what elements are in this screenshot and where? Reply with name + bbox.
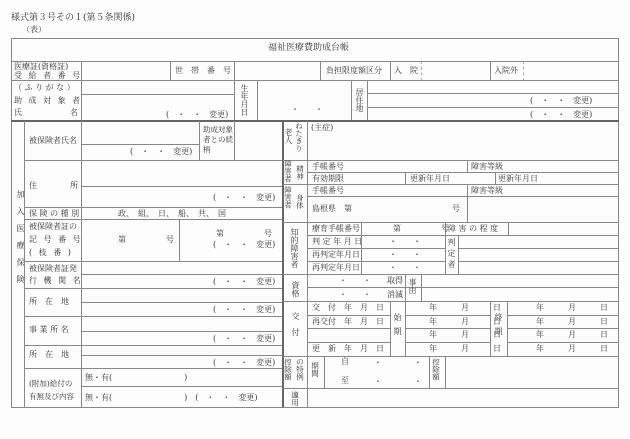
therapy-handbook-value[interactable]: 第 号 xyxy=(393,224,449,233)
start-date-1[interactable]: 年 月 日 xyxy=(429,303,501,312)
cert-number-field[interactable] xyxy=(82,62,169,80)
lost-date[interactable]: ・ ・ xyxy=(339,290,371,299)
main-illness-label: (主症) xyxy=(311,123,334,132)
insured-name-change: ( ・ ・ 変更) xyxy=(130,147,193,156)
furigana-field[interactable] xyxy=(82,81,233,93)
burden-limit-label: 負担限度額区分 xyxy=(326,66,382,75)
mental-label-a: 障害者 xyxy=(283,160,293,183)
acquired-date[interactable]: ・ ・ xyxy=(339,276,371,285)
physical-handbook-label: 手帳番号 xyxy=(312,186,344,195)
insurance-section-label: 加入医療保険 xyxy=(16,190,25,292)
card-symbol-change: ( ・ ・ 変更) xyxy=(213,240,276,249)
mental-grade-label: 障害等級 xyxy=(471,162,503,171)
physical-label-a: 障害者 xyxy=(283,186,293,209)
office-field[interactable] xyxy=(82,317,281,330)
end-date-1[interactable]: 年 月 日 xyxy=(536,303,608,312)
card-symbol-value-a[interactable]: 第 号 xyxy=(118,235,174,244)
period-label: 期間 xyxy=(310,362,320,377)
residence-change-2: ( ・ ・ 変更) xyxy=(530,110,593,119)
acquired-label: 取得 xyxy=(387,276,403,285)
remarks-label: 適用 xyxy=(290,391,300,406)
card-symbol-label-2: 記 号 番 号 xyxy=(29,235,83,244)
location-label-a: 所 在 地 xyxy=(29,297,69,306)
reissue-date-label: 再交付 年 月 日 xyxy=(312,317,384,326)
issuer-label-1: 被保険者証発 xyxy=(29,264,77,273)
issue-label: 交付 xyxy=(291,312,300,344)
relation-field[interactable] xyxy=(235,122,281,159)
benefit-label-1: (附加)給付の xyxy=(29,379,73,388)
deduction-label-b: の特例 xyxy=(295,358,305,381)
valid-period-label: 有効期限 xyxy=(312,174,344,183)
subject-label: 助 成 対 象 者 xyxy=(14,96,83,105)
start-date-2[interactable]: 年 月 日 xyxy=(429,317,501,326)
furigana-label: （ ふ り が な ） xyxy=(14,83,75,92)
therapy-handbook-label: 療育手帳番号 xyxy=(312,224,360,233)
birthdate-value[interactable]: ・ ・ xyxy=(291,105,323,114)
inpatient-field[interactable] xyxy=(422,62,489,80)
name-label-a: 氏 xyxy=(14,108,22,117)
form-side: （表） xyxy=(22,25,46,34)
rejudgment-date-value-1[interactable]: ・ ・ xyxy=(389,250,421,259)
location-change-2: ( ・ ・ 変更) xyxy=(213,358,276,367)
subject-name-change: ( ・ ・ 変更) xyxy=(166,110,229,119)
to-date[interactable]: ・ ・ xyxy=(374,377,422,386)
end-date-4[interactable]: 年 月 日 xyxy=(536,344,608,353)
ledger-title: 福祉医療費助成台帳 xyxy=(268,43,350,53)
form-number: 様式第３号その１(第５条関係) xyxy=(11,13,136,23)
residence-label: 居住地 xyxy=(355,88,364,112)
from-label: 自 xyxy=(341,357,349,366)
mental-handbook-label: 手帳番号 xyxy=(312,162,344,171)
disability-degree-label: 障 害 の 程 度 xyxy=(448,224,499,233)
judgment-date-label: 判 定 年 月 日 xyxy=(312,237,363,246)
card-symbol-value-b[interactable]: 第 号 xyxy=(216,229,272,238)
deduction-label-a: 控除額 xyxy=(283,358,293,381)
outpatient-field[interactable] xyxy=(524,62,618,80)
office-label: 事 業 所 名 xyxy=(29,325,69,334)
insured-name-field[interactable] xyxy=(82,122,198,143)
location-label-b: 所 在 地 xyxy=(29,350,69,359)
birthdate-label: 生年月日 xyxy=(240,84,249,116)
benefit-label-2: 有無及び内容 xyxy=(29,392,74,401)
residence-change-1: ( ・ ・ 変更) xyxy=(530,96,593,105)
renew-date-label: 更 新 年 月 日 xyxy=(312,344,384,353)
cert-number-label-2: 受 給 者 番 号 xyxy=(14,71,83,80)
address-label-a: 住 xyxy=(29,181,37,190)
qualification-label: 資格 xyxy=(291,281,300,297)
elderly-label-a: 老人 xyxy=(284,128,293,144)
residence-field-1[interactable] xyxy=(368,81,618,93)
elderly-label-b: ねたきり xyxy=(294,122,304,152)
physical-grade-label: 障害等級 xyxy=(471,186,503,195)
judge-label: 判定者 xyxy=(447,238,456,271)
deduction-amount-field[interactable] xyxy=(446,357,618,387)
issuer-label-2: 行 機 関 名 xyxy=(29,276,83,285)
outpatient-label: 入院外 xyxy=(494,66,518,75)
from-date[interactable]: ・ ・ xyxy=(374,358,422,367)
issue-date-label: 交 付 年 月 日 xyxy=(312,303,384,312)
name-label-b: 名 xyxy=(70,108,78,117)
to-label: 至 xyxy=(341,376,349,385)
benefit-row-1[interactable]: 無・有( ) xyxy=(85,373,188,382)
end-label: 終期 xyxy=(494,313,503,341)
main-illness-field[interactable] xyxy=(308,132,618,159)
issuer-field[interactable] xyxy=(82,262,281,273)
judgment-date-value[interactable]: ・ ・ xyxy=(389,237,421,246)
mental-label-b: 精神 xyxy=(295,165,305,180)
location-field-2[interactable] xyxy=(82,346,281,354)
start-date-3[interactable]: 年 月 日 xyxy=(429,330,501,339)
prefecture-number-suffix: 号 xyxy=(452,204,460,213)
insured-name-label: 被保険者氏名 xyxy=(29,136,77,145)
household-number-label: 世 帯 番 号 xyxy=(175,66,231,75)
insurance-type-options[interactable]: 政、 組、 日、 船、 共、 国 xyxy=(118,209,226,218)
benefit-row-2[interactable]: 無・有( ) ( ・ ・ 変更) xyxy=(85,393,258,402)
card-symbol-label-1: 被保険者証の xyxy=(29,222,77,231)
start-date-4[interactable]: 年 月 日 xyxy=(429,344,501,353)
issuer-change: ( ・ ・ 変更) xyxy=(213,277,276,286)
rejudgment-date-label-2: 再判定年月日 xyxy=(312,263,360,272)
address-field[interactable] xyxy=(82,161,281,185)
rejudgment-date-value-2[interactable]: ・ ・ xyxy=(389,263,421,272)
lost-label: 消滅 xyxy=(387,290,403,299)
relation-label: 助成対象者との続柄 xyxy=(203,125,233,154)
end-date-2[interactable]: 年 月 日 xyxy=(536,317,608,326)
deduction-amount-label: 控除額 xyxy=(431,358,441,381)
location-field-1[interactable] xyxy=(82,289,281,301)
cert-number-label-1: 医療証(資格証) xyxy=(14,62,69,71)
household-number-field[interactable] xyxy=(235,62,319,80)
address-label-b: 所 xyxy=(70,181,78,190)
start-label: 始期 xyxy=(393,313,402,341)
address-change: ( ・ ・ 変更) xyxy=(213,193,276,202)
remarks-field[interactable] xyxy=(308,389,618,407)
prefecture-number-label: 島根県 第 xyxy=(312,204,352,213)
physical-label-b: 身体 xyxy=(295,194,305,209)
reason-label: 事由 xyxy=(408,278,417,294)
location-change-1: ( ・ ・ 変更) xyxy=(213,305,276,314)
renewal-date-label-2: 更新年月日 xyxy=(498,174,538,183)
card-symbol-label-3: ( 枝 番 ) xyxy=(29,248,73,257)
intellectual-label: 知的障害者 xyxy=(290,228,299,268)
end-date-3[interactable]: 年 月 日 xyxy=(536,330,608,339)
inpatient-label: 入 院 xyxy=(394,66,418,75)
office-change: ( ・ ・ 変更) xyxy=(213,334,276,343)
renewal-date-label-1: 更新年月日 xyxy=(410,174,450,183)
insurance-type-label: 保 険 の 種 別 xyxy=(29,209,80,218)
rejudgment-date-label-1: 再判定年月日 xyxy=(312,250,360,259)
